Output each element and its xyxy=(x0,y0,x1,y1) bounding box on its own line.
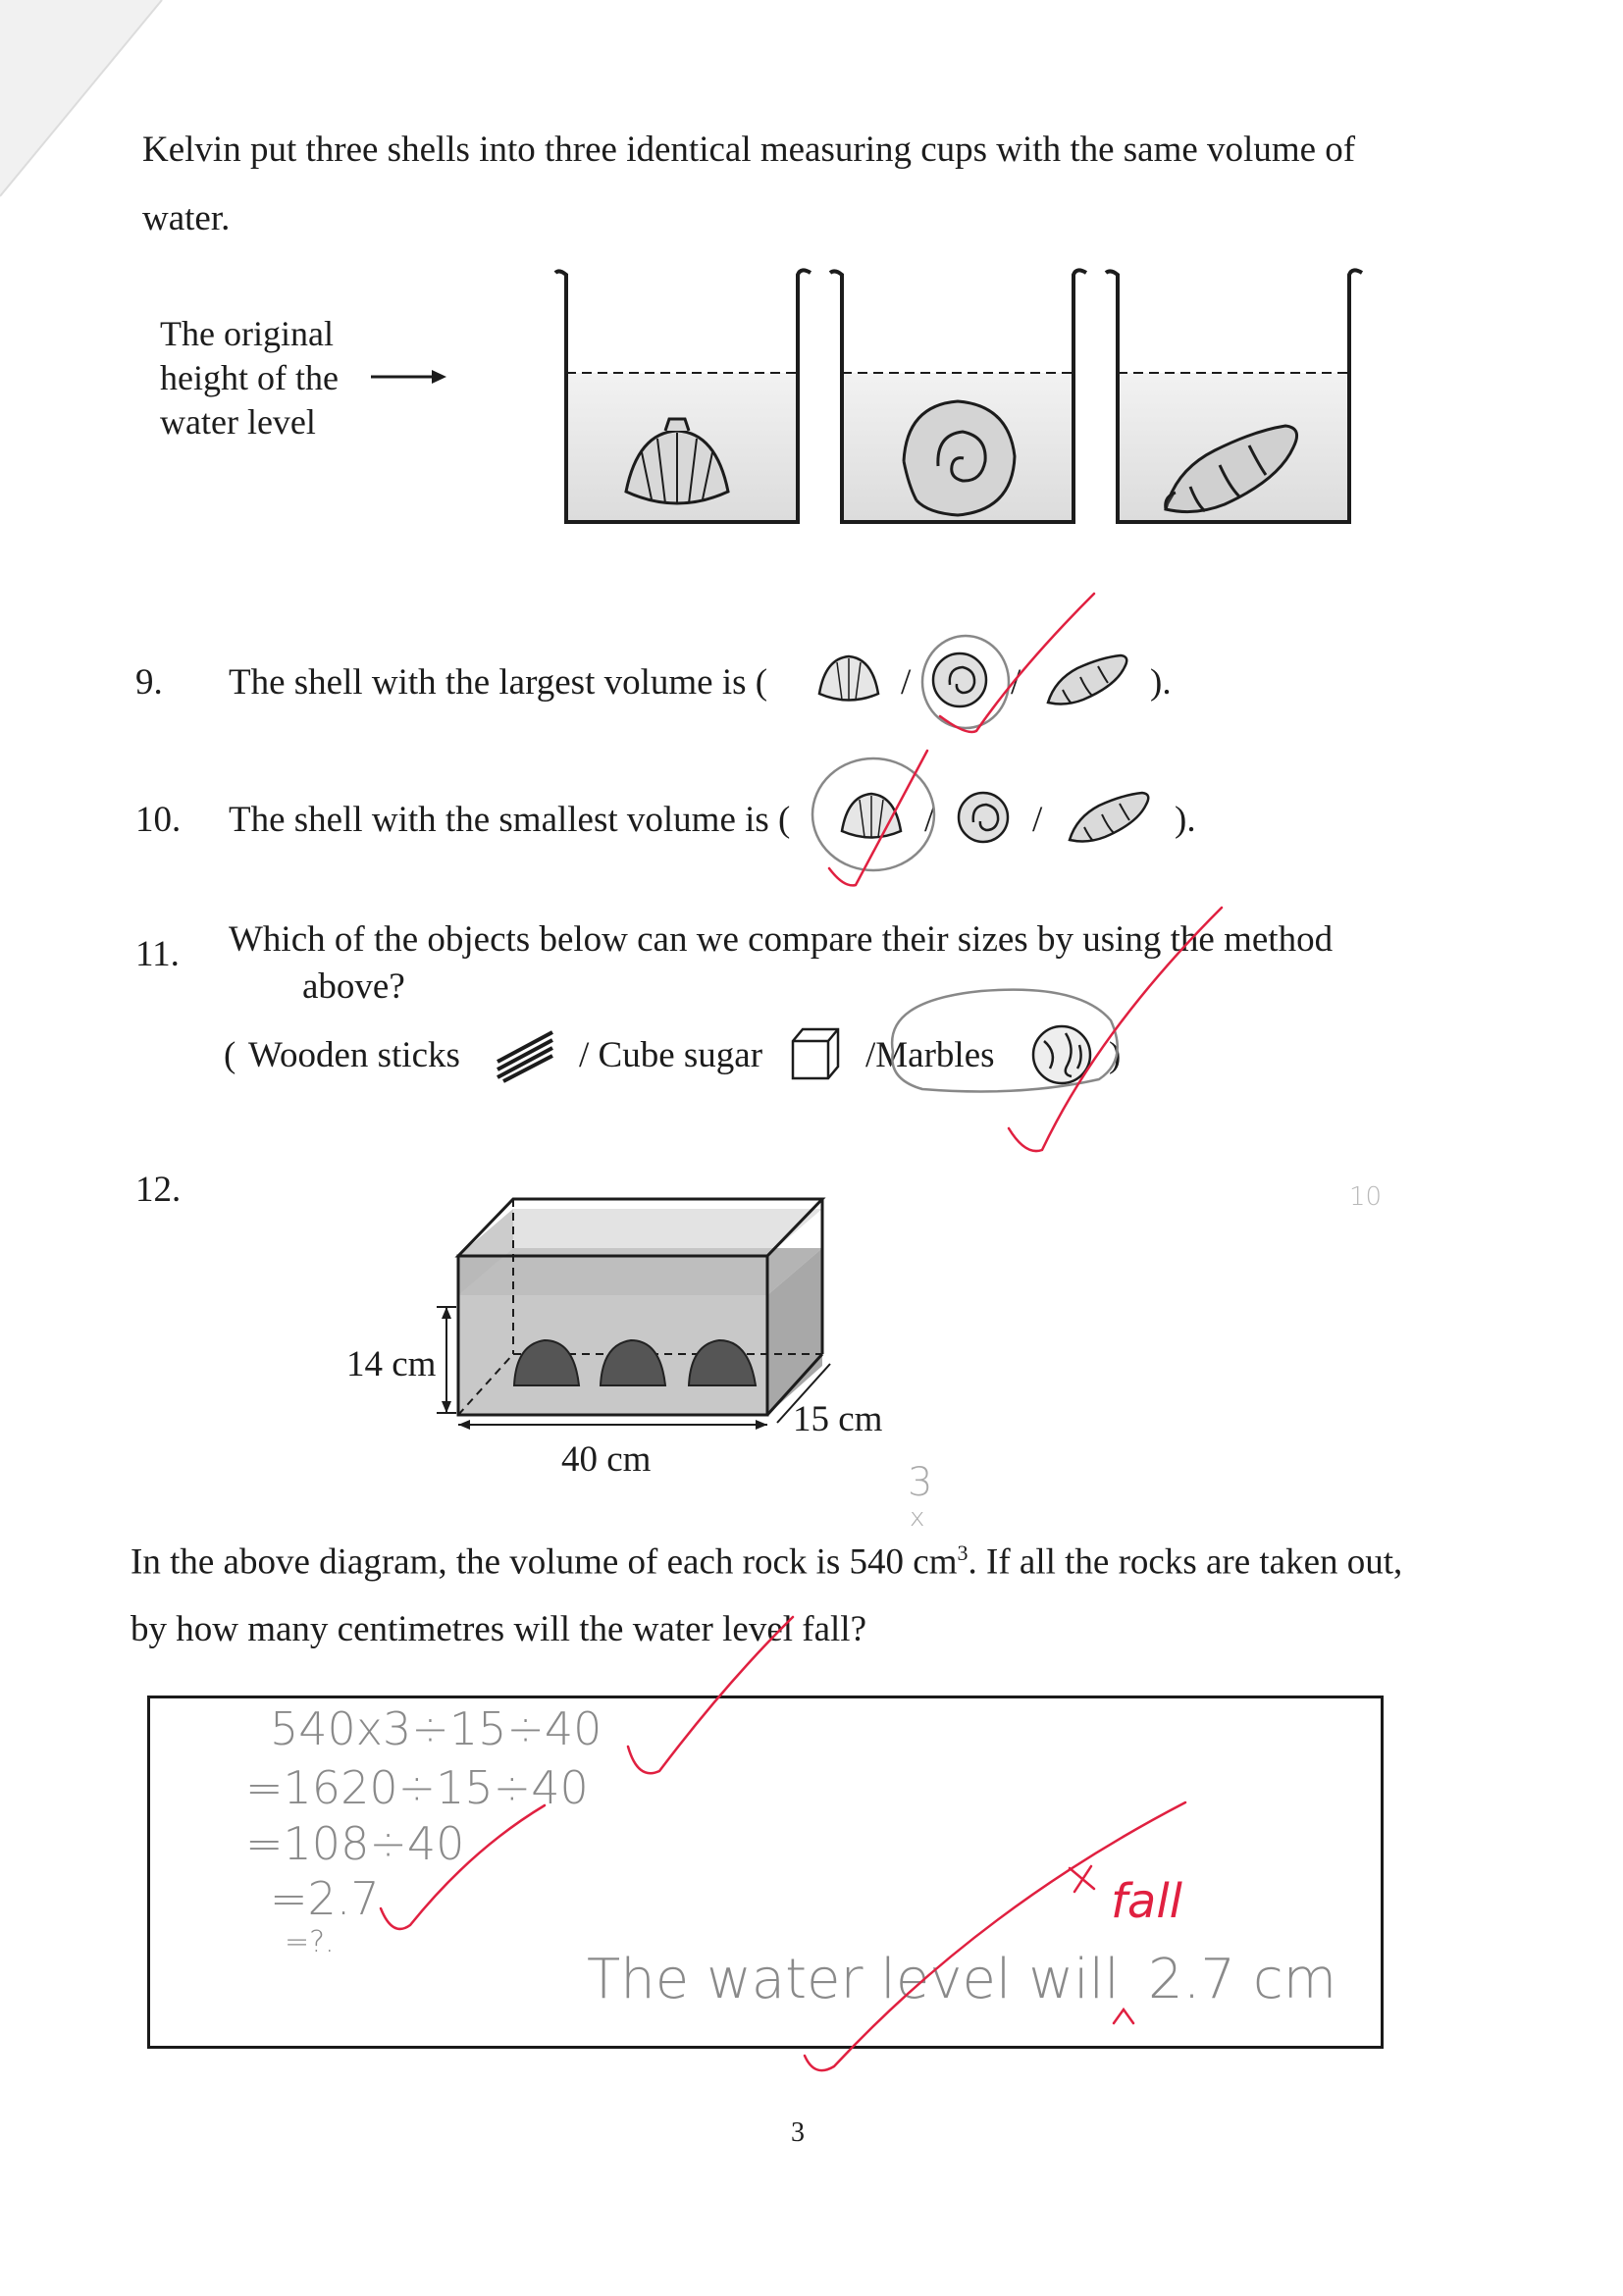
q9-text: The shell with the largest volume is ( xyxy=(229,662,768,703)
insert-cross xyxy=(1070,1866,1094,1892)
tank-length-label: 40 cm xyxy=(561,1439,652,1480)
inserted-word-fall: fall xyxy=(1111,1874,1182,1929)
q10-conch-icon xyxy=(1070,793,1148,841)
q11-red-tick xyxy=(1009,908,1222,1151)
q10-separator-1: / xyxy=(924,800,935,840)
q12-question-line-2: by how many centimetres will the water level fall? xyxy=(131,1609,867,1649)
tank-width-label: 15 cm xyxy=(793,1399,883,1439)
q11-open: ( xyxy=(224,1035,236,1075)
working-red-tick-2 xyxy=(381,1805,545,1929)
cubed-superscript: 3 xyxy=(957,1540,969,1565)
diagram-label-line-2: height of the xyxy=(160,358,339,397)
margin-note-3: 3 xyxy=(908,1460,933,1505)
q11-close: ) xyxy=(1109,1035,1122,1075)
q11-option-wooden-sticks: Wooden sticks xyxy=(248,1035,460,1075)
working-line-5: =?. xyxy=(285,1925,335,1959)
q11-text-line-1: Which of the objects below can we compare their sizes by using the method xyxy=(229,919,1334,960)
q10-spiral-icon xyxy=(959,793,1008,842)
q12-number: 12. xyxy=(135,1170,182,1210)
q9-separator-2: / xyxy=(1011,662,1021,703)
cube-sugar-icon xyxy=(793,1029,838,1078)
answer-red-tick xyxy=(805,1802,1185,2070)
q9-spiral-icon xyxy=(933,653,986,706)
q11-option-marbles: /Marbles xyxy=(865,1035,995,1075)
diagram-label-line-3: water level xyxy=(160,402,316,442)
q11-text-line-2: above? xyxy=(302,966,405,1007)
q12-question-part-a: In the above diagram, the volume of each rock is 540 cm xyxy=(131,1541,958,1583)
q10-separator-2: / xyxy=(1032,800,1043,840)
page-number: 3 xyxy=(791,2117,805,2148)
q10-number: 10. xyxy=(135,800,182,840)
q9-number: 9. xyxy=(135,662,163,703)
q9-separator-1: / xyxy=(901,662,912,703)
length-dimension xyxy=(458,1420,767,1430)
q9-conch-icon xyxy=(1048,655,1126,704)
q11-number: 11. xyxy=(135,934,180,974)
q11-option-cube-sugar: / Cube sugar xyxy=(579,1035,763,1075)
stray-note: 10 xyxy=(1349,1182,1383,1212)
working-line-1: 540x3÷15÷40 xyxy=(270,1702,602,1755)
intro-line-2: water. xyxy=(142,198,231,238)
insert-caret xyxy=(1114,2009,1133,2023)
working-line-4: =2.7 xyxy=(270,1872,380,1925)
q10-text: The shell with the smallest volume is ( xyxy=(229,800,791,840)
q10-close: ). xyxy=(1175,800,1196,840)
height-dimension xyxy=(437,1307,456,1413)
q12-question-part-b: . If all the rocks are taken out, xyxy=(968,1541,1403,1583)
margin-mark-x: x xyxy=(910,1503,925,1533)
working-line-3: =108÷40 xyxy=(245,1817,465,1870)
tank-height-label: 14 cm xyxy=(346,1344,437,1384)
working-red-tick-1 xyxy=(628,1617,793,1773)
diagram-label-line-1: The original xyxy=(160,314,334,353)
intro-line-1: Kelvin put three shells into three identical measuring cups with the same volume of xyxy=(142,130,1356,170)
q9-scallop-icon xyxy=(819,656,878,701)
handwritten-answer-value: 2.7 cm xyxy=(1148,1948,1337,2011)
wooden-sticks-icon xyxy=(497,1032,552,1081)
q9-close: ). xyxy=(1150,662,1172,703)
marble-icon xyxy=(1033,1026,1090,1083)
working-line-2: =1620÷15÷40 xyxy=(245,1761,589,1814)
handwritten-answer: The water level will xyxy=(587,1948,1120,2011)
water-tank-diagram xyxy=(437,1199,830,1430)
